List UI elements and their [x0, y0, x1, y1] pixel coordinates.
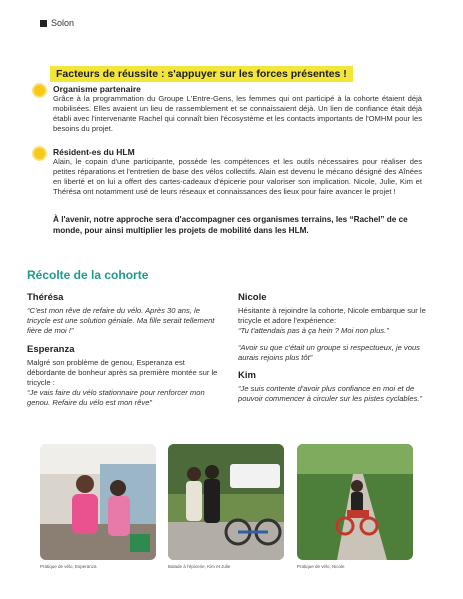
- esperanza-name: Esperanza: [27, 344, 75, 355]
- nicole-quote-2: “Avoir su que c'était un groupe si respectueux, je vous aurais rejoins plus tôt”: [238, 343, 420, 362]
- cohort-left-column: [27, 293, 222, 408]
- sun-bullet-icon: [34, 85, 45, 96]
- caption-2: Balade à l'épicerie, Kim et Julie: [168, 564, 231, 569]
- photo-nicole: [297, 444, 413, 560]
- caption-3: Pratique de vélo, Nicole: [297, 564, 345, 569]
- photo-kim-julie: [168, 444, 284, 560]
- esperanza-quote: “Je vais faire du vélo stationnaire pour renforcer mon genou. Refaire du vélo est mon rêve”: [27, 388, 205, 407]
- brand-name: Solon: [51, 18, 75, 28]
- esperanza-text: Malgré son problème de genou, Esperanza est débordante de bonheur après sa première montée sur le tricycle :: [27, 358, 218, 387]
- kim-name: Kim: [238, 370, 256, 381]
- partner-title: Organisme partenaire: [53, 84, 141, 94]
- residents-title: Résident-es du HLM: [53, 147, 135, 157]
- nicole-text: Hésitante à rejoindre la cohorte, Nicole embarque sur le tricycle et adore l'expérience:: [238, 306, 426, 325]
- cohort-right-column: [238, 293, 428, 404]
- success-factors-title: Facteurs de réussite : s'appuyer sur les forces présentes !: [50, 66, 353, 82]
- partner-text: Grâce à la programmation du Groupe L'Entre-Gens, les femmes qui ont participé à la cohorte étaient déjà mobilisées. Elles avaient un lieu de rassemblement et se connaissaient déjà. Un lien de confiance était déjà établi avec l'intervenante Rachel qui connaît bien l'écosystème et les contacts importants de l'OMHM pour les besoins du projet.: [53, 94, 422, 133]
- solon-logo-icon: [40, 20, 47, 27]
- nicole-quote-1: “Tu t'attendais pas à ça hein ? Moi non plus.”: [238, 326, 389, 335]
- sun-bullet-icon: [34, 148, 45, 159]
- theresa-name: Thérésa: [27, 292, 64, 303]
- residents-text: Alain, le copain d'une participante, possède les compétences et les outils nécessaires pour réaliser des petites réparations et l'entretien de base des vélos collectifs. Alain est devenu le mécano désigné des Aînées en liberté et on lui a offert des cartes-cadeaux d'épicerie pour valoriser son implication. Nicole, Julie, Kim et Thérésa ont notamment usé de leurs réseaux et connaissances des lieux pour faire avancer le projet !: [53, 157, 422, 196]
- photo-esperanza: [40, 444, 156, 560]
- partner-block: [42, 84, 422, 134]
- future-statement: À l'avenir, notre approche sera d'accompagner ces organismes terrains, les “Rachel” de ce monde, pour ainsi multiplier les projets de mobilité dans les HLM.: [53, 215, 408, 235]
- kim-quote: “Je suis contente d'avoir plus confiance en moi et de pouvoir commencer à circuler sur les pistes cyclables.”: [238, 384, 423, 403]
- brand-header: [40, 18, 74, 28]
- residents-block: [42, 147, 422, 197]
- nicole-name: Nicole: [238, 292, 267, 303]
- caption-1: Pratique de vélo, Esperanza: [40, 564, 97, 569]
- cohort-title: Récolte de la cohorte: [27, 268, 149, 282]
- theresa-quote: “C'est mon rêve de refaire du vélo. Après 30 ans, le tricycle est une solution géniale. Ma fille serait tellement fière de moi !”: [27, 306, 215, 335]
